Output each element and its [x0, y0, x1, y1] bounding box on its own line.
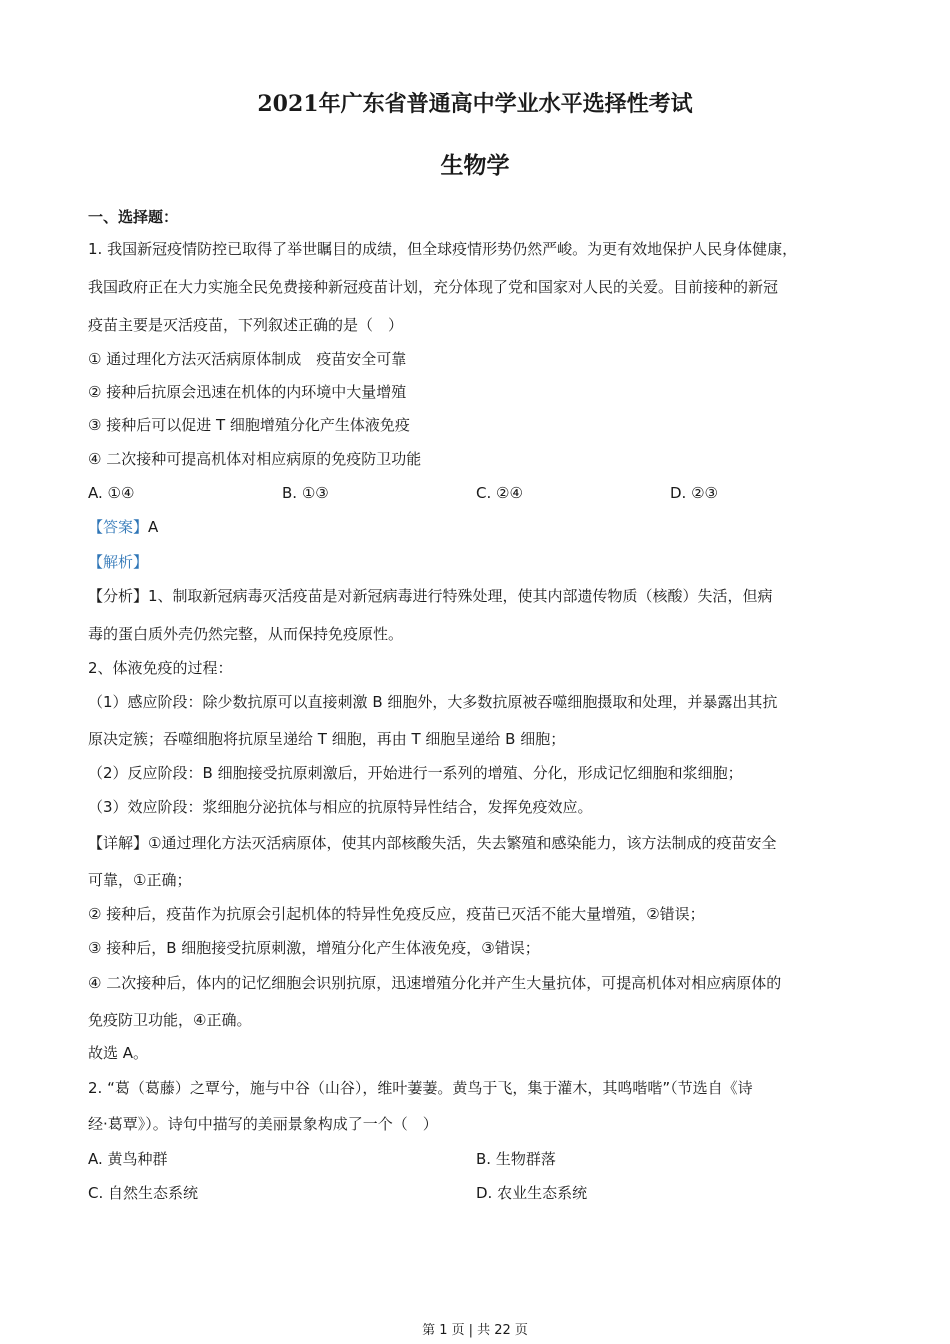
q1-analysis-line: 【详解】①通过理化方法灭活病原体，使其内部核酸失活，失去繁殖和感染能力，该方法制成的疫苗安全: [88, 834, 777, 852]
q1-stem-line: 1. 我国新冠疫情防控已取得了举世瞩目的成绩，但全球疫情形势仍然严峻。为更有效地保护人民身体健康，: [88, 240, 798, 258]
q1-analysis-line: （3）效应阶段：浆细胞分泌抗体与相应的抗原特异性结合，发挥免疫效应。: [88, 798, 593, 816]
q1-analysis-line: 2、体液免疫的过程：: [88, 659, 233, 677]
analysis-tag: 【解析】: [88, 553, 149, 571]
q1-answer-line: [88, 517, 158, 537]
section-heading: 一、选择题：: [88, 208, 179, 226]
page-footer: [0, 1323, 950, 1339]
q1-analysis-line: ② 接种后，疫苗作为抗原会引起机体的特异性免疫反应，疫苗已灭活不能大量增殖，②错误；: [88, 905, 705, 923]
q2-stem-line: 经·葛覃》）。诗句中描写的美丽景象构成了一个（ ）: [88, 1115, 438, 1133]
q1-analysis-line: 毒的蛋白质外壳仍然完整，从而保持免疫原性。: [88, 625, 404, 643]
q1-analysis-line: 故选 A。: [88, 1044, 149, 1062]
q1-option-a: A. ①④: [88, 484, 135, 502]
answer-value: A: [148, 518, 159, 536]
q1-stem-line: 疫苗主要是灭活疫苗，下列叙述正确的是（ ）: [88, 316, 404, 334]
q1-analysis-line: 【分析】1、制取新冠病毒灭活疫苗是对新冠病毒进行特殊处理，使其内部遗传物质（核酸）失活，但病: [88, 587, 773, 605]
q1-analysis-line: 原决定簇；吞噬细胞将抗原呈递给 T 细胞，再由 T 细胞呈递给 B 细胞；: [88, 730, 566, 748]
q1-statement: ③ 接种后可以促进 T 细胞增殖分化产生体液免疫: [88, 416, 410, 434]
q1-statement: ④ 二次接种可提高机体对相应病原的免疫防卫功能: [88, 450, 422, 468]
q2-option-d: D. 农业生态系统: [476, 1184, 588, 1202]
exam-title: 2021年广东省普通高中学业水平选择性考试: [257, 91, 693, 117]
q1-option-b: B. ①③: [282, 484, 329, 502]
q1-stem-line: 我国政府正在大力实施全民免费接种新冠疫苗计划，充分体现了党和国家对人民的关爱。目前接种的新冠: [88, 278, 779, 296]
q1-analysis-line: ④ 二次接种后，体内的记忆细胞会识别抗原，迅速增殖分化并产生大量抗体，可提高机体对相应病原体的: [88, 974, 782, 992]
q2-option-a: A. 黄鸟种群: [88, 1150, 168, 1168]
q1-statement: ① 通过理化方法灭活病原体制成 疫苗安全可靠: [88, 350, 407, 368]
page-total: 共 22 页: [477, 1323, 528, 1338]
q1-analysis-line: 可靠，①正确；: [88, 871, 192, 889]
q1-option-c: C. ②④: [476, 484, 523, 502]
q2-option-b: B. 生物群落: [476, 1150, 556, 1168]
q2-option-c: C. 自然生态系统: [88, 1184, 199, 1202]
q1-analysis-line: ③ 接种后，B 细胞接受抗原刺激，增殖分化产生体液免疫，③错误；: [88, 939, 540, 957]
subject-title: 生物学: [440, 152, 510, 179]
answer-tag: 【答案】: [88, 518, 149, 536]
q2-stem-line: 2. “葛（葛藤）之覃兮，施与中谷（山谷），维叶萋萋。黄鸟于飞，集于灌木，其鸣喈喈”（节选自《诗: [88, 1079, 753, 1097]
q1-analysis-line: 免疫防卫功能，④正确。: [88, 1011, 252, 1029]
q1-statement: ② 接种后抗原会迅速在机体的内环境中大量增殖: [88, 383, 407, 401]
q1-analysis-line: （1）感应阶段：除少数抗原可以直接刺激 B 细胞外，大多数抗原被吞噬细胞摄取和处理，并暴露出其抗: [88, 693, 778, 711]
q1-option-d: D. ②③: [670, 484, 718, 502]
page-number: 第 1 页: [422, 1323, 465, 1338]
footer-separator: |: [468, 1323, 474, 1338]
q1-analysis-line: （2）反应阶段：B 细胞接受抗原刺激后，开始进行一系列的增殖、分化，形成记忆细胞和浆细胞；: [88, 764, 743, 782]
